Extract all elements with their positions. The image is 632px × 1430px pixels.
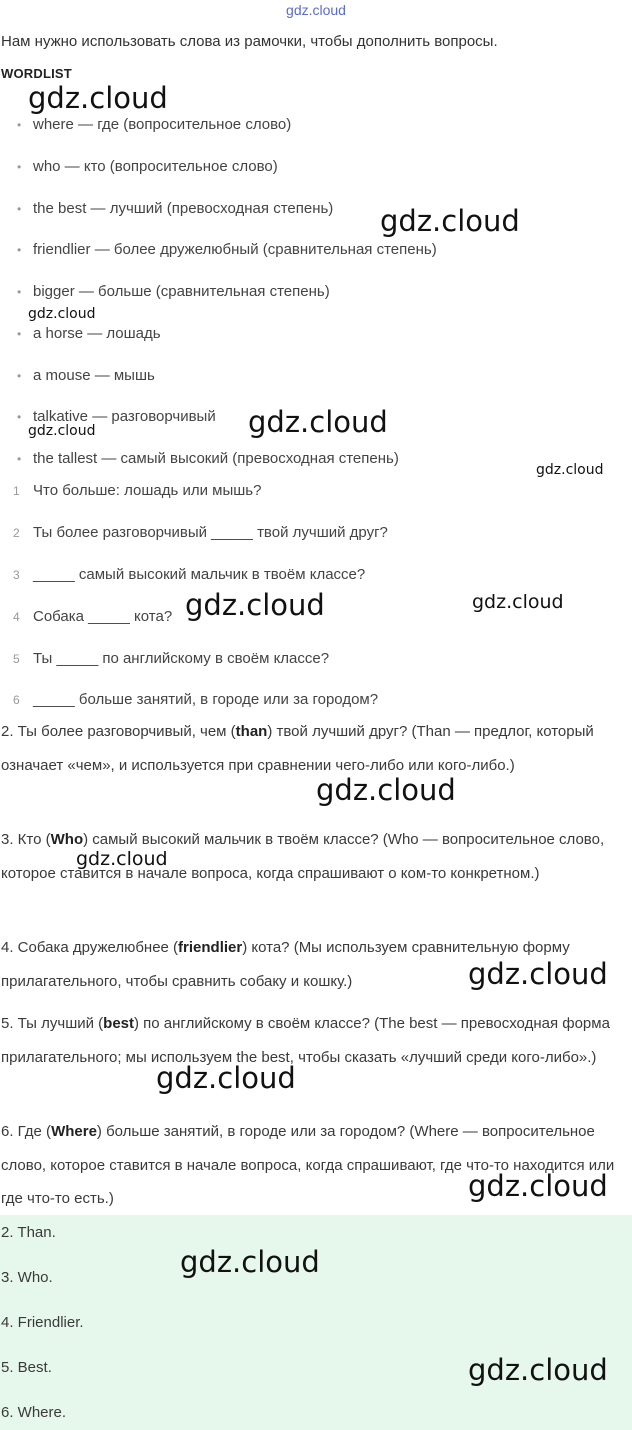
bullet-icon: • xyxy=(17,452,22,466)
wordlist-item: • talkative — разговорчивый xyxy=(17,408,216,425)
watermark: gdz.cloud xyxy=(248,405,388,439)
answer-item: 2. Than. xyxy=(1,1224,56,1241)
bullet-icon: • xyxy=(17,118,22,132)
bullet-icon: • xyxy=(17,160,22,174)
watermark: gdz.cloud xyxy=(156,1061,296,1095)
explanation-paragraph: 4. Собака дружелюбнее (friendlier) кота? (Мы используем сравнительную форму прилагательного, чтобы сравнить собаку и кошку.) xyxy=(1,939,570,990)
answer-item: 5. Best. xyxy=(1,1359,52,1376)
bullet-icon: • xyxy=(17,243,22,257)
wordlist-item: • bigger — больше (сравнительная степень) xyxy=(17,283,330,300)
wordlist-item: • a horse — лошадь xyxy=(17,325,161,342)
question-item: 4 Собака _____ кота? xyxy=(13,608,173,625)
wordlist-item: • who — кто (вопросительное слово) xyxy=(17,158,278,175)
intro-text: Нам нужно использовать слова из рамочки, чтобы дополнить вопросы. xyxy=(1,33,498,50)
bullet-icon: • xyxy=(17,327,22,341)
bullet-icon: • xyxy=(17,410,22,424)
explanation-paragraph: 5. Ты лучший (best) по английскому в своём классе? (The best — превосходная форма прилагательного; мы используем the best, чтобы сказать «лучший среди кого-либо».) xyxy=(1,1015,610,1066)
wordlist-item: • the best — лучший (превосходная степень) xyxy=(17,200,334,217)
watermark: gdz.cloud xyxy=(76,848,168,870)
wordlist-item: • a mouse — мышь xyxy=(17,367,155,384)
watermark: gdz.cloud xyxy=(28,81,168,115)
site-name: gdz.cloud xyxy=(286,2,346,18)
question-item: 5 Ты _____ по английскому в своём классе? xyxy=(13,650,330,667)
wordlist-title: WORDLIST xyxy=(1,66,72,81)
watermark: gdz.cloud xyxy=(468,1353,608,1387)
answer-item: 3. Who. xyxy=(1,1269,53,1286)
wordlist-item: • the tallest — самый высокий (превосходная степень) xyxy=(17,450,399,467)
explanation-paragraph: 3. Кто (Who) самый высокий мальчик в твоём классе? (Who — вопросительное слово, которое ставится в начале вопроса, когда спрашивают о ком-то конкретном.) xyxy=(1,831,605,882)
watermark: gdz.cloud xyxy=(380,204,520,238)
question-item: 1 Что больше: лошадь или мышь? xyxy=(13,482,262,499)
bullet-icon: • xyxy=(17,202,22,216)
watermark: gdz.cloud xyxy=(180,1245,320,1279)
question-item: 6 _____ больше занятий, в городе или за городом? xyxy=(13,691,379,708)
wordlist-item: • friendlier — более дружелюбный (сравнительная степень) xyxy=(17,241,437,258)
explanation-paragraph: 6. Где (Where) больше занятий, в городе или за городом? (Where — вопросительное слово, которое ставится в начале вопроса, когда спрашивают, где что-то находится или где что-то есть.) xyxy=(1,1123,615,1207)
question-item: 2 Ты более разговорчивый _____ твой лучший друг? xyxy=(13,524,388,541)
watermark: gdz.cloud xyxy=(28,423,96,439)
watermark: gdz.cloud xyxy=(316,773,456,807)
watermark: gdz.cloud xyxy=(185,588,325,622)
answer-item: 6. Where. xyxy=(1,1404,67,1421)
watermark: gdz.cloud xyxy=(468,957,608,991)
watermark: gdz.cloud xyxy=(28,306,96,322)
watermark: gdz.cloud xyxy=(472,591,564,613)
wordlist-item: • where — где (вопросительное слово) xyxy=(17,116,292,133)
question-item: 3 _____ самый высокий мальчик в твоём классе? xyxy=(13,566,366,583)
watermark: gdz.cloud xyxy=(536,462,604,478)
watermark: gdz.cloud xyxy=(468,1169,608,1203)
explanation-paragraph: 2. Ты более разговорчивый, чем (than) твой лучший друг? (Than — предлог, который означает «чем», и используется при сравнении чего-либо или кого-либо.) xyxy=(1,723,594,774)
bullet-icon: • xyxy=(17,369,22,383)
answer-item: 4. Friendlier. xyxy=(1,1314,84,1331)
bullet-icon: • xyxy=(17,285,22,299)
